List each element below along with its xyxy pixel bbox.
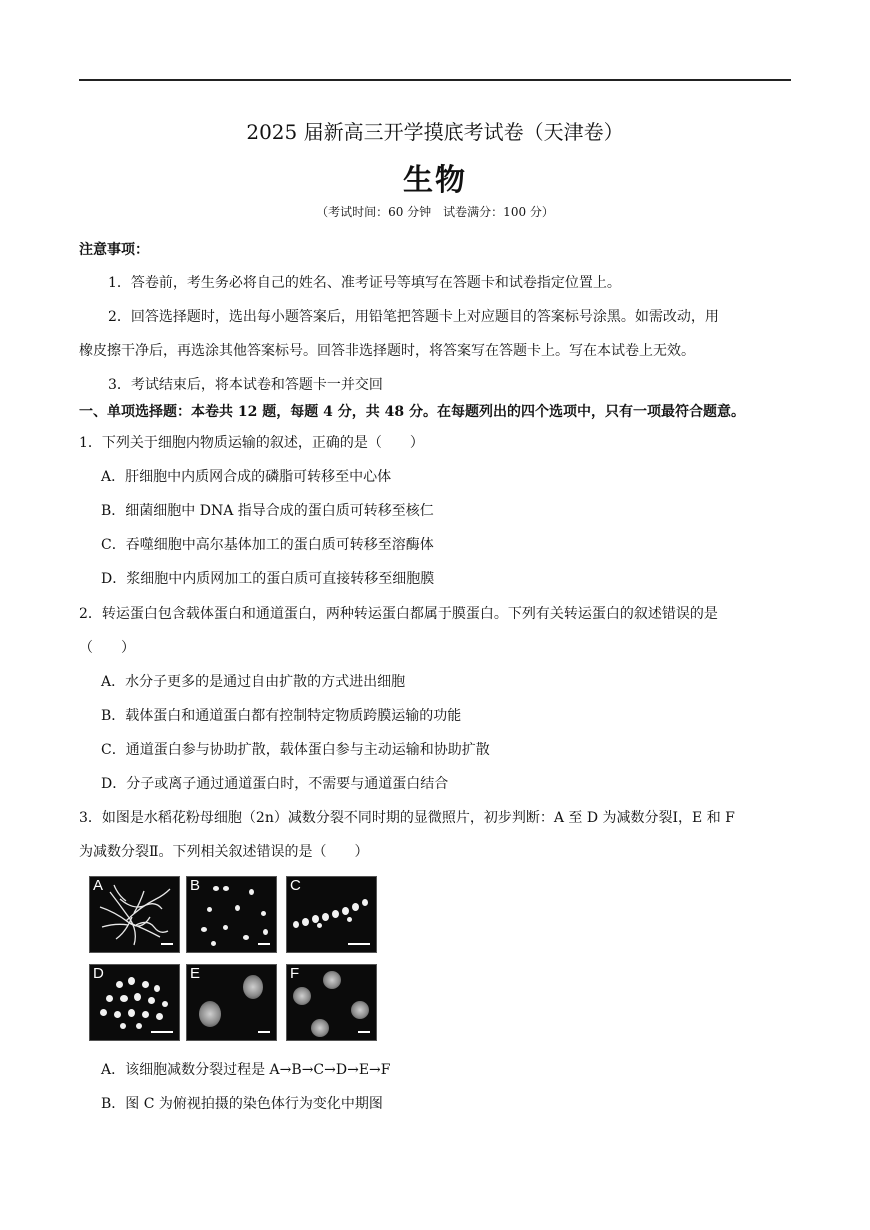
micrograph-panel-b [186, 876, 277, 953]
q2-option-b: B．载体蛋白和通道蛋白都有控制特定物质跨膜运输的功能 [101, 708, 462, 724]
q2-stem-line-2: （ ） [79, 640, 135, 656]
q1-option-b: B．细菌细胞中 DNA 指导合成的蛋白质可转移至核仁 [101, 503, 434, 519]
q3-option-a: A．该细胞减数分裂过程是 A→B→C→D→E→F [101, 1062, 391, 1078]
q2-option-a: A．水分子更多的是通过自由扩散的方式进出细胞 [101, 674, 406, 690]
micrograph-panel-f [286, 964, 377, 1041]
exam-meta: （考试时间：60 分钟 试卷满分：100 分） [316, 205, 554, 219]
q3-option-b: B．图 C 为俯视拍摄的染色体行为变化中期图 [101, 1096, 383, 1112]
q1-option-c: C．吞噬细胞中高尔基体加工的蛋白质可转移至溶酶体 [101, 537, 434, 553]
chromatin-threads-image [90, 877, 180, 953]
q2-option-d: D．分子或离子通过通道蛋白时，不需要与通道蛋白结合 [101, 776, 449, 792]
panel-label: E [190, 965, 201, 982]
panel-label: F [290, 965, 300, 982]
notice-heading: 注意事项： [79, 242, 149, 258]
scale-bar [161, 943, 173, 945]
micrograph-panel-e [186, 964, 277, 1041]
q2-stem-line-1: 2．转运蛋白包含载体蛋白和通道蛋白，两种转运蛋白都属于膜蛋白。下列有关转运蛋白的叙述错误的是 [79, 606, 718, 622]
notice-item-1: 1．答卷前，考生务必将自己的姓名、准考证号等填写在答题卡和试卷指定位置上。 [108, 275, 621, 291]
micrograph-panel-d [89, 964, 180, 1041]
panel-label: D [93, 965, 104, 982]
panel-label: B [190, 877, 201, 894]
micrograph-panel-c [286, 876, 377, 953]
scale-bar [348, 943, 370, 945]
q1-option-a: A．肝细胞中内质网合成的磷脂可转移至中心体 [101, 469, 392, 485]
micrograph-panel-a [89, 876, 180, 953]
q2-option-c: C．通道蛋白参与协助扩散，载体蛋白参与主动运输和协助扩散 [101, 742, 490, 758]
q3-stem-line-1: 3．如图是水稻花粉母细胞（2n）减数分裂不同时期的显微照片，初步判断：A 至 D 为减数分裂Ⅰ，E 和 F [79, 810, 735, 826]
notice-item-2-line-1: 2．回答选择题时，选出每小题答案后，用铅笔把答题卡上对应题目的答案标号涂黑。如需改动，用 [108, 309, 719, 325]
scale-bar [151, 1031, 173, 1033]
q1-stem: 1．下列关于细胞内物质运输的叙述，正确的是（ ） [79, 435, 424, 451]
scale-bar [358, 1031, 370, 1033]
q3-stem-line-2: 为减数分裂Ⅱ。下列相关叙述错误的是（ ） [79, 844, 369, 860]
scale-bar [258, 1031, 270, 1033]
top-rule [79, 79, 791, 81]
notice-item-3: 3．考试结束后，将本试卷和答题卡一并交回 [108, 377, 383, 393]
q1-option-d: D．浆细胞中内质网加工的蛋白质可直接转移至细胞膜 [101, 571, 435, 587]
subject-title: 生物 [403, 163, 467, 198]
notice-item-2-line-2: 橡皮擦干净后，再选涂其他答案标号。回答非选择题时，将答案写在答题卡上。写在本试卷上无效。 [79, 343, 695, 359]
scale-bar [258, 943, 270, 945]
panel-label: C [290, 877, 301, 894]
section-heading: 一、单项选择题：本卷共 12 题，每题 4 分，共 48 分。在每题列出的四个选项中，只有一项最符合题意。 [79, 404, 745, 420]
exam-title: 2025 届新高三开学摸底考试卷（天津卷） [246, 120, 624, 144]
panel-label: A [93, 877, 104, 894]
